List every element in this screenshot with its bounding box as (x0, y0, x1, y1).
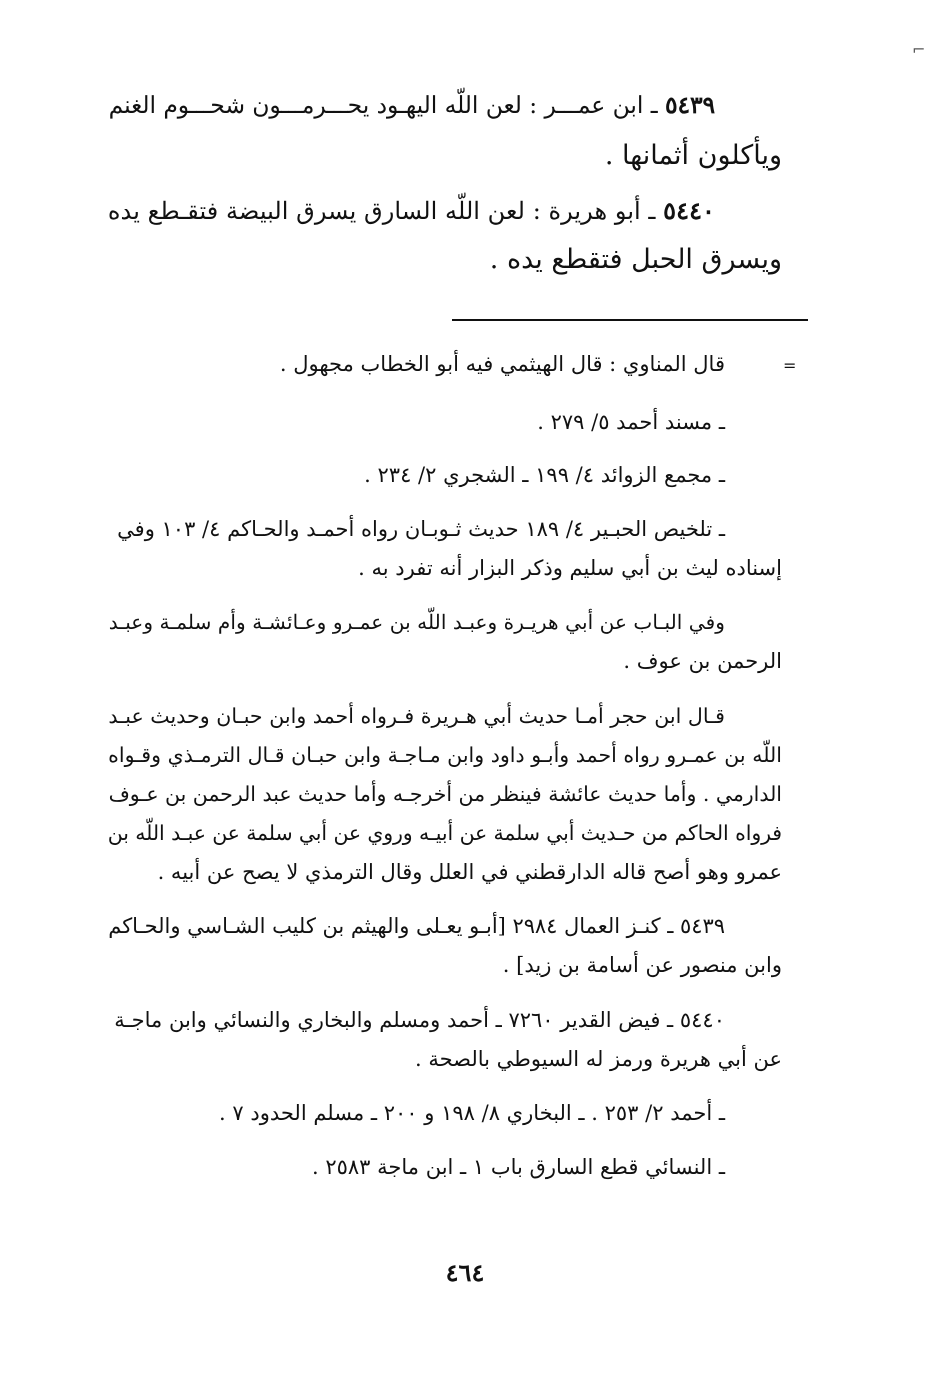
note-refs-line1: ـ أحمد ٢/ ٢٥٣ . ـ البخاري ٨/ ١٩٨ و ٢٠٠ ـ مسلم الحدود ٧ . (219, 1101, 725, 1125)
note-ibnhajar-line5: عمرو وهو أصح قاله الدارقطني في العلل وقال الترمذي لا يصح عن أبيه . (157, 860, 782, 884)
note-refs-line2: ـ النسائي قطع السارق باب ١ ـ ابن ماجة ٢٥٨٣ . (311, 1155, 725, 1179)
page-number: ٤٦٤ (445, 1258, 485, 1287)
note-5439-line1: ٥٤٣٩ ـ كنـز العمال ٢٩٨٤ [أبـو يعـلى والهيثم بن كليب الشـاسي والحـاكم (108, 914, 725, 938)
hadith-text: ـ أبو هريرة : لعن اللّه السارق يسرق البيضة فتقـطع يده (107, 197, 656, 225)
hadith-5439-line2: ويأكلون أثمانها . (604, 140, 782, 171)
note-munawi: قال المناوي : قال الهيثمي فيه أبو الخطاب مجهول . (279, 352, 725, 376)
hadith-5440-line1 (108, 196, 715, 225)
note-ibnhajar-line2: اللّه بن عمـرو رواه أحمد وأبـو داود وابن مـاجـة وابن حبـان قـال الترمـذي وقـواه (108, 743, 782, 767)
note-ibnhajar-line4: فرواه الحاكم من حـديث أبي سلمة عن أبيـه وروي عن أبي سلمة عن عبـد اللّه بن (107, 821, 782, 845)
note-bab-line1: وفي البـاب عن أبي هريـرة وعبـد اللّه بن عمـرو وعـائشـة وأم سلمـة وعبـد (108, 610, 725, 634)
note-5440-line2: عن أبي هريرة ورمز له السيوطي بالصحة . (414, 1047, 782, 1071)
note-majma: ـ مجمع الزوائد ٤/ ١٩٩ ـ الشجري ٢/ ٢٣٤ . (364, 463, 725, 487)
note-talkhis-line1: ـ تلخيص الحبـير ٤/ ١٨٩ حديث ثـوبـان رواه أحمـد والحـاكم ٤/ ١٠٣ وفي (117, 517, 725, 541)
hadith-number: ٥٤٤٠ (663, 196, 715, 225)
hadith-5440-line2: ويسرق الحبل فتقطع يده . (489, 244, 782, 275)
footnote-marker: = (783, 356, 797, 375)
note-bab-line2: الرحمن بن عوف . (623, 649, 782, 673)
hadith-number: ٥٤٣٩ (664, 92, 715, 119)
note-musnad: ـ مسند أحمد ٥/ ٢٧٩ . (537, 410, 725, 434)
note-5439-line2: وابن منصور عن أسامة بن زيد] . (502, 953, 782, 977)
note-5440-line1: ٥٤٤٠ ـ فيض القدير ٧٢٦٠ ـ أحمد ومسلم والبخاري والنسائي وابن ماجـة (114, 1008, 725, 1032)
note-ibnhajar-line1: قـال ابن حجر أمـا حديث أبي هـريرة فـرواه أحمد وابن حبـان وحديث عبـد (108, 704, 725, 728)
hadith-text: ـ ابن عمـــر : لعن اللّه اليهـود يحـــرمـــون شحـــوم الغنم (108, 92, 658, 119)
note-ibnhajar-line3: الدارمي . وأما حديث عائشة فينظر من أخرجـه وأما حديث عبد الرحمن بن عـوف (108, 782, 782, 806)
hadith-5439-line1 (109, 92, 715, 119)
note-talkhis-line2: إسناده ليث بن أبي سليم وذكر البزار أنه تفرد به . (358, 556, 782, 580)
margin-mark: ⌐ (912, 40, 926, 59)
footnote-separator (452, 319, 808, 321)
